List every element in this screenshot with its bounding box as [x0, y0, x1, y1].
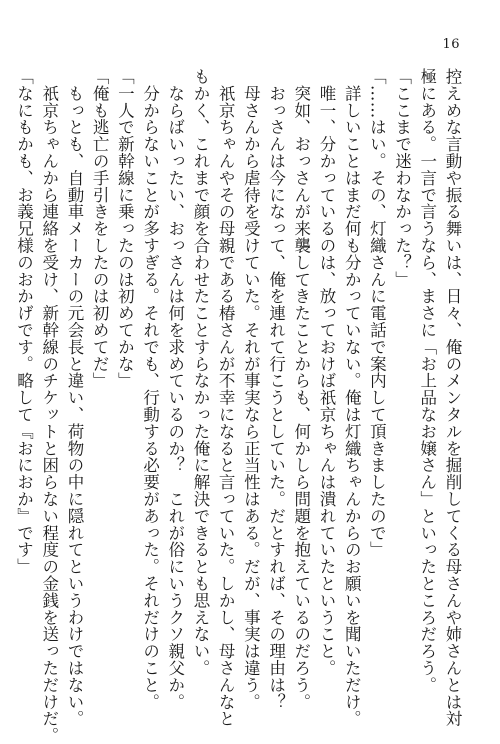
text-line: もっとも、自動車メーカーの元会長と違い、荷物の中に隠れてというわけではない。: [64, 68, 84, 728]
text-line: 極にある。一言で言うなら、まさに「お上品なお嬢さん」といったところだろう。: [417, 68, 437, 694]
text-line: 祇京ちゃんやその母親である椿さんが不幸になると言っていた。しかし、母さんなと: [216, 68, 236, 728]
text-line: おっさんは今になって、俺を連れて行こうとしていた。だとすれば、その理由は？: [266, 68, 286, 711]
text-line: 詳しいことはまだ何も分かっていない。俺は灯織ちゃんからのお願いを聞いただけ。: [342, 68, 362, 728]
text-line: 分からないことが多すぎる。それでも、行動する必要があった。それだけのこと。: [140, 68, 160, 711]
text-line: 「俺も逃亡の手引きをしたのは初めてだ」: [90, 68, 110, 390]
text-line: ならばいったい、おっさんは何を求めているのか？ これが俗にいうクソ親父か。: [165, 68, 185, 711]
page-number: 16: [442, 37, 460, 52]
text-line: 母さんから虐待を受けていた。それが事実なら正当性はある。だが、事実は違う。: [241, 68, 261, 711]
vertical-text-body: [14, 68, 465, 744]
text-line: 「なにもかも、お義兄様のおかげです。略して『おにおか』です」: [14, 68, 34, 575]
text-line: 控えめな言動や振る舞いは、日々、俺のメンタルを掘削してくる母さんや姉さんとは対: [443, 68, 462, 728]
text-line: 「……はい。その、灯織さんに電話で案内して頂きましたので」: [367, 68, 387, 559]
text-line: 「一人で新幹線に乗ったのは初めてかな」: [115, 68, 135, 390]
text-line: 唯一、分かっているのは、放っておけば祇京ちゃんは潰れていたということ。: [316, 68, 336, 677]
text-line: 突如、おっさんが来襲してきたことからも、何かしら問題を抱えているのだろう。: [291, 68, 311, 711]
text-line: もかく、これまで顔を合わせたことすらなかった俺に解決できるとも思えない。: [190, 68, 210, 677]
text-line: 「ここまで迷わなかった？」: [392, 68, 412, 288]
text-line: 祇京ちゃんから連絡を受け、新幹線のチケットと困らない程度の金銭を送っただけだ。: [39, 68, 59, 744]
